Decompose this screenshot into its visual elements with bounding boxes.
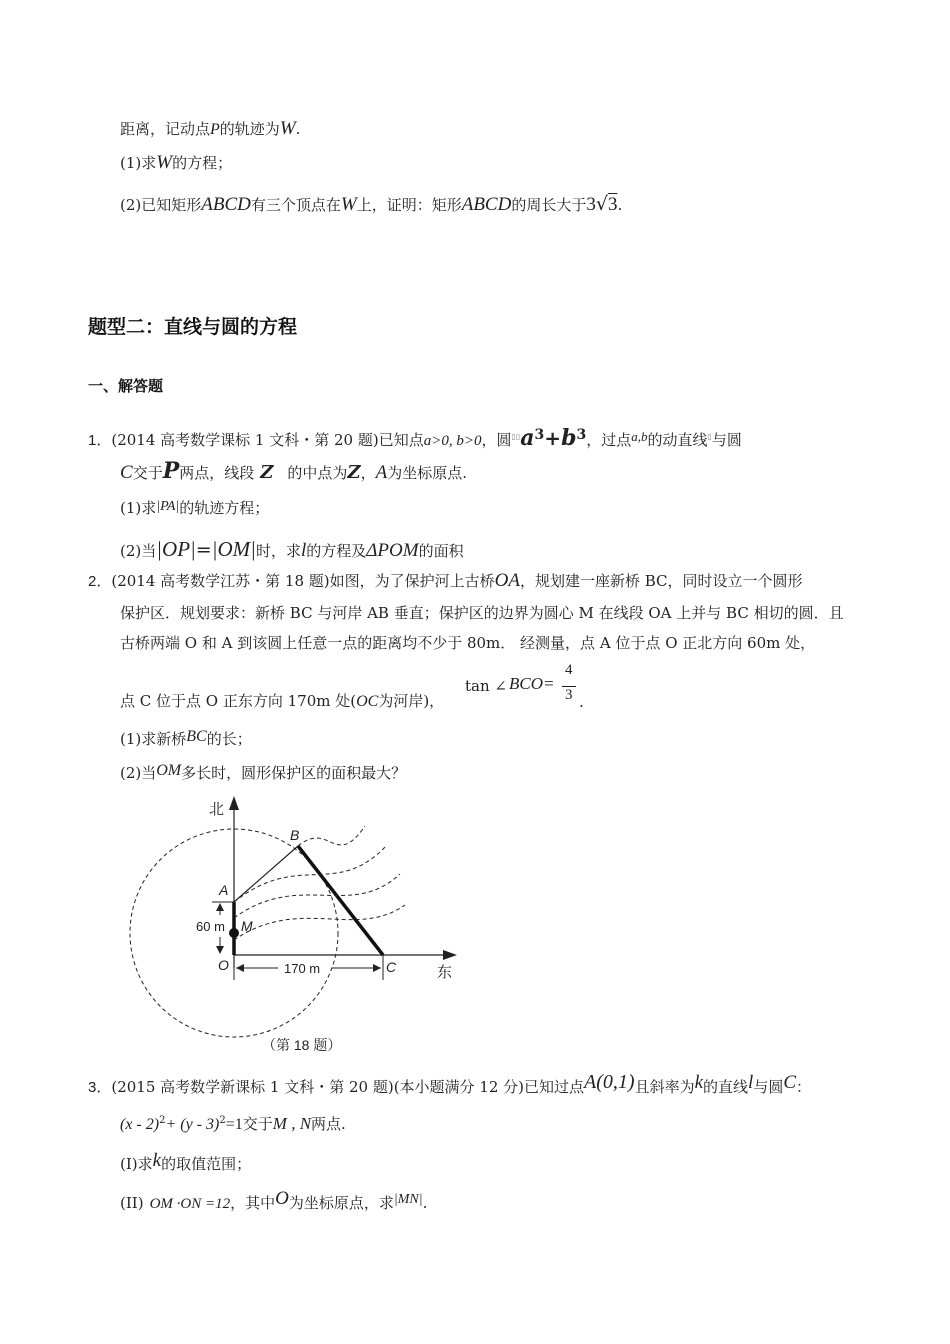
math-exp: 3 — [534, 427, 545, 443]
math-OA: OA — [494, 570, 520, 591]
east-arrow — [443, 950, 457, 960]
north-label: 北 — [209, 801, 225, 818]
text: ： — [796, 1078, 812, 1096]
text: . — [422, 1194, 428, 1212]
math-OC: OC — [356, 693, 379, 710]
text: 保护区．规划要求：新桥 BC 与河岸 AB 垂直；保护区的边界为圆心 M 在线段 OA 上并与 BC 相切的圆．且 — [120, 604, 844, 622]
math-Z: Z — [260, 462, 274, 483]
text: (II) — [120, 1194, 144, 1212]
broken-glyph: ▯▯ — [511, 432, 521, 441]
math-k: k — [694, 1072, 704, 1093]
math-l: l — [300, 540, 307, 561]
center-M — [229, 928, 239, 938]
math-exp: 2 — [159, 1115, 166, 1126]
text: 的轨迹为 — [219, 120, 280, 138]
math-A: A — [375, 462, 388, 483]
q3-sub-2 — [120, 1188, 427, 1215]
fraction-numerator: 4 — [565, 662, 573, 678]
text: 的面积 — [418, 542, 464, 560]
text: 交于 — [242, 1115, 273, 1133]
math-ab: a,b — [631, 429, 648, 444]
river-bank-curve — [234, 905, 405, 940]
text: (2014 高考数学江苏・第 18 题)如图，为了保护河上古桥 — [111, 572, 495, 590]
math-PA: |PA| — [156, 499, 180, 514]
text: 的轨迹方程； — [179, 499, 270, 517]
text: 古桥两端 O 和 A 到该圆上任意一点的距离均不少于 80m． 经测量，点 A 位于点 O 正北方向 60m 处， — [120, 634, 816, 652]
text: 为坐标原点. — [387, 464, 467, 482]
math-P: P — [210, 121, 220, 138]
text: 的直线 — [703, 1078, 749, 1096]
text: . — [295, 120, 301, 138]
math-ab: a>0, b>0 — [423, 433, 482, 449]
label-B: B — [290, 827, 300, 843]
text: 时，求 — [255, 542, 301, 560]
text: ，规划建一座新桥 BC，同时设立一个圆形 — [519, 572, 803, 590]
sqrt-sign: √ — [595, 193, 608, 215]
text: 的长； — [206, 730, 252, 748]
north-arrow — [229, 796, 239, 810]
q3-line-1 — [88, 1071, 811, 1099]
dim-170-arrow-right — [373, 964, 381, 972]
text: 上，证明：矩形 — [356, 196, 462, 214]
text: 两点，线段 — [179, 464, 255, 482]
segment-AB — [234, 846, 298, 902]
math-3: 3 — [586, 194, 596, 215]
math-C: C — [783, 1072, 797, 1093]
text: (2015 高考数学新课标 1 文科・第 20 题)(本小题满分 12 分)已知过点 — [111, 1078, 585, 1096]
dim-60-label: 60 m — [196, 919, 225, 934]
text: 的取值范围； — [161, 1155, 252, 1173]
math-W: W — [156, 152, 173, 173]
section-subtitle: 一、解答题 — [88, 377, 164, 395]
math-tan: tan ∠ — [465, 677, 507, 695]
math-exp: 2 — [219, 1115, 226, 1126]
math-ABCD: ABCD — [461, 194, 512, 215]
text: (1)求新桥 — [120, 730, 187, 748]
math-circle-eq: =1 — [225, 1116, 243, 1133]
math-C: C — [120, 462, 133, 483]
math-POM: ΔPOM — [366, 540, 419, 561]
math-MN-abs: |MN| — [393, 1192, 423, 1207]
text: (1)求 — [120, 499, 157, 517]
text: 有三个顶点在 — [250, 196, 341, 214]
river-bank-curve — [298, 826, 365, 846]
math-A01: A(0,1) — [584, 1071, 635, 1093]
east-label: 东 — [437, 964, 453, 981]
math-OP: |OP| — [156, 537, 196, 561]
math-plus: + — [544, 426, 562, 450]
figure-caption: （第 18 题） — [262, 1037, 342, 1053]
math-dot-product: OM ·ON =12 — [149, 1196, 231, 1212]
math-Z: Z — [347, 462, 361, 483]
text: (2)当 — [120, 542, 157, 560]
label-O: O — [218, 957, 229, 973]
label-C: C — [386, 959, 397, 975]
text: 与圆 — [711, 431, 742, 449]
text: 与圆 — [753, 1078, 784, 1096]
text: 的方程； — [172, 154, 233, 172]
text: 多长时，圆形保护区的面积最大？ — [181, 764, 407, 782]
text: (2014 高考数学课标 1 文科・第 20 题)已知点 — [111, 431, 424, 449]
math-circle-eq: + (y - 3) — [165, 1116, 220, 1133]
math-a: a — [520, 425, 535, 451]
text: 距离，记动点 — [120, 120, 211, 138]
text: ， — [360, 464, 376, 482]
text: 点 C 位于点 O 正东方向 170m 处( — [120, 692, 357, 710]
text: . — [579, 693, 584, 711]
math-BC: BC — [186, 728, 207, 745]
text: ，其中 — [230, 1194, 276, 1212]
text: (I)求 — [120, 1155, 153, 1173]
text: 为河岸)， — [378, 692, 445, 710]
dim-60-arrow-up — [216, 903, 224, 911]
math-eq: = — [195, 539, 212, 561]
text: . — [617, 196, 623, 214]
math-W: W — [340, 194, 357, 215]
math-O: O — [275, 1188, 289, 1209]
math-ABCD: ABCD — [201, 194, 251, 215]
math-k: k — [152, 1150, 162, 1171]
text: ，过点 — [586, 431, 632, 449]
math-BCO: BCO= — [509, 674, 555, 693]
question-number: 3． — [88, 1079, 112, 1096]
text: 的周长大于 — [511, 196, 587, 214]
text: 两点. — [311, 1115, 346, 1133]
text: 的中点为 — [287, 464, 348, 482]
text: (2)已知矩形 — [120, 196, 202, 214]
q3-sub-1 — [120, 1150, 251, 1175]
text: 交于 — [132, 464, 163, 482]
broken-glyph: ▯ — [707, 432, 712, 441]
dim-170-label: 170 m — [284, 961, 321, 976]
math-b: b — [561, 425, 577, 451]
text: 的动直线 — [647, 431, 708, 449]
math-3: 3 — [607, 194, 618, 215]
math-P: P — [162, 458, 180, 484]
math-MN: M , N — [272, 1114, 312, 1133]
fraction-denominator: 3 — [565, 687, 573, 703]
math-W: W — [279, 118, 296, 139]
label-A: A — [219, 882, 229, 898]
math-circle-eq: (x - 2) — [120, 1116, 160, 1133]
label-M: M — [241, 918, 253, 934]
math-OM: |OM| — [211, 537, 256, 561]
dim-60-arrow-down — [216, 946, 224, 954]
text: 为坐标原点，求 — [288, 1194, 394, 1212]
text: ，圆 — [481, 431, 512, 449]
text: (2)当 — [120, 764, 157, 782]
dim-170-arrow-left — [236, 964, 244, 972]
math-l: l — [748, 1072, 754, 1093]
question-number: 2． — [88, 573, 112, 590]
q3-line-2 — [120, 1110, 346, 1136]
section-title: 题型二：直线与圆的方程 — [88, 316, 298, 338]
question-number: 1． — [88, 432, 112, 449]
text: (1)求 — [120, 154, 157, 172]
text: 且斜率为 — [634, 1078, 695, 1096]
text: 的方程及 — [306, 542, 367, 560]
math-exp: 3 — [576, 427, 587, 443]
math-OM: OM — [156, 762, 182, 779]
new-bridge-BC — [298, 846, 383, 955]
